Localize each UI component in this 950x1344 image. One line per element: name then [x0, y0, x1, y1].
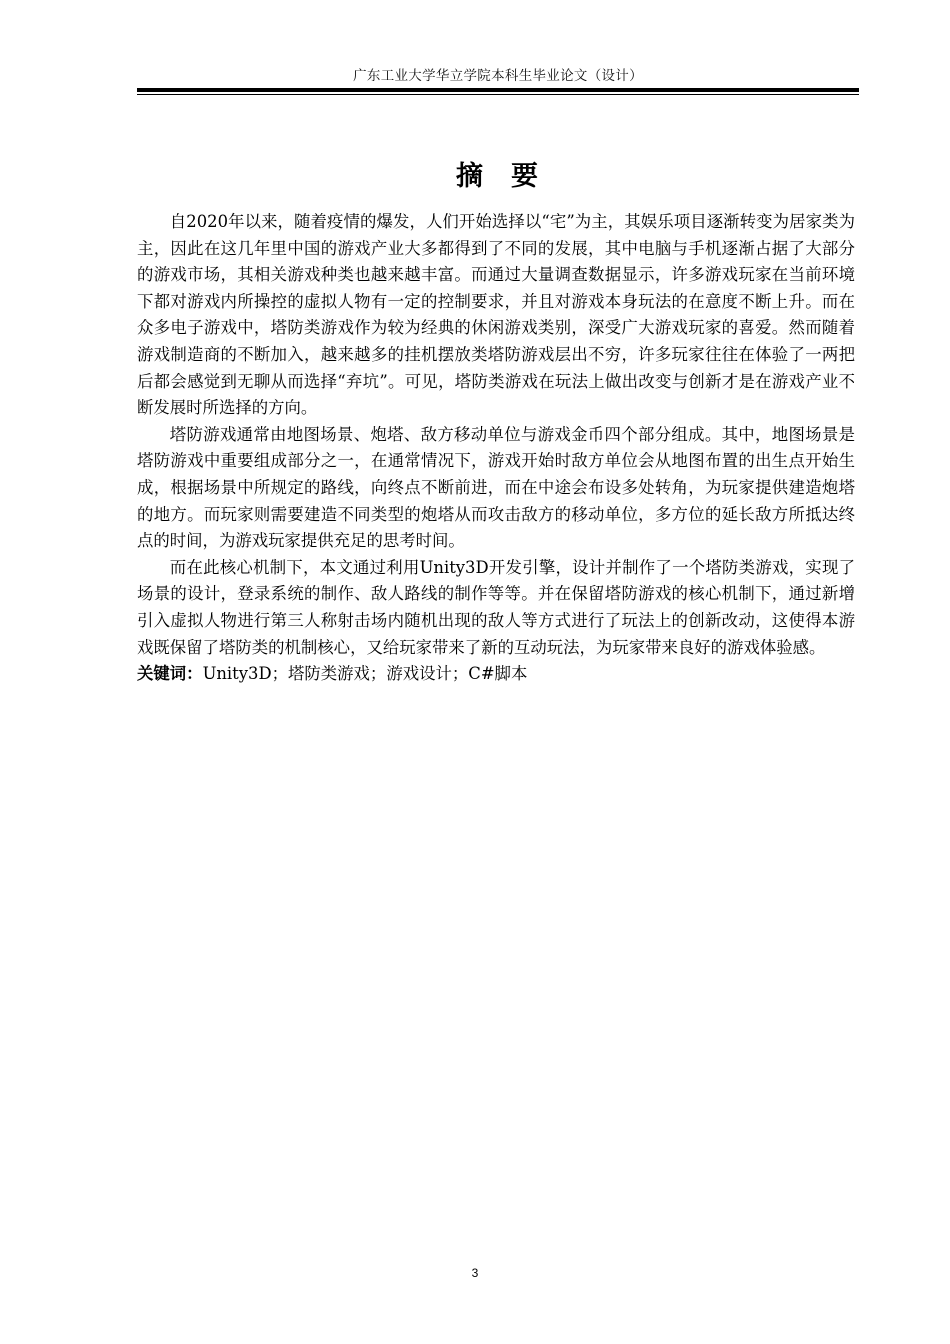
keywords-text: Unity3D；塔防类游戏；游戏设计；C#脚本	[202, 664, 528, 684]
header-rule-thin	[137, 94, 859, 95]
running-header: 广东工业大学华立学院本科生毕业论文（设计）	[353, 68, 643, 84]
abstract-title-char-1: 摘	[456, 161, 485, 192]
keywords-line	[137, 661, 855, 688]
abstract-title-char-2: 要	[511, 161, 540, 192]
abstract-paragraph-3: 而在此核心机制下，本文通过利用Unity3D开发引擎，设计并制作了一个塔防类游戏，实现了场景的设计，登录系统的制作、敌人路线的制作等等。并在保留塔防游戏的核心机制下，通过新增引入虚拟人物进行第三人称射击场内随机出现的敌人等方式进行了玩法上的创新改动，这使得本游戏既保留了塔防类的机制核心，又给玩家带来了新的互动玩法，为玩家带来良好的游戏体验感。	[137, 557, 855, 657]
header-rule-thick	[137, 88, 859, 92]
abstract-paragraph-2: 塔防游戏通常由地图场景、炮塔、敌方移动单位与游戏金币四个部分组成。其中，地图场景是塔防游戏中重要组成部分之一，在通常情况下，游戏开始时敌方单位会从地图布置的出生点开始生成，根据场景中所规定的路线，向终点不断前进，而在中途会布设多处转角，为玩家提供建造炮塔的地方。而玩家则需要建造不同类型的炮塔从而攻击敌方的移动单位，多方位的延长敌方所抵达终点的时间，为游戏玩家提供充足的思考时间。	[137, 424, 855, 551]
keywords-label: 关键词：	[137, 664, 203, 684]
abstract-title	[137, 154, 859, 193]
page-number: 3	[471, 1266, 479, 1280]
abstract-body	[137, 209, 855, 688]
abstract-paragraph-1: 自2020年以来，随着疫情的爆发，人们开始选择以“宅”为主，其娱乐项目逐渐转变为居家类为主，因此在这几年里中国的游戏产业大多都得到了不同的发展，其中电脑与手机逐渐占据了大部分的游戏市场，其相关游戏种类也越来越丰富。而通过大量调查数据显示，许多游戏玩家在当前环境下都对游戏内所操控的虚拟人物有一定的控制要求，并且对游戏本身玩法的在意度不断上升。而在众多电子游戏中，塔防类游戏作为较为经典的休闲游戏类别，深受广大游戏玩家的喜爱。然而随着游戏制造商的不断加入，越来越多的挂机摆放类塔防游戏层出不穷，许多玩家往往在体验了一两把后都会感觉到无聊从而选择“弃坑”。可见，塔防类游戏在玩法上做出改变与创新才是在游戏产业不断发展时所选择的方向。	[137, 212, 855, 418]
